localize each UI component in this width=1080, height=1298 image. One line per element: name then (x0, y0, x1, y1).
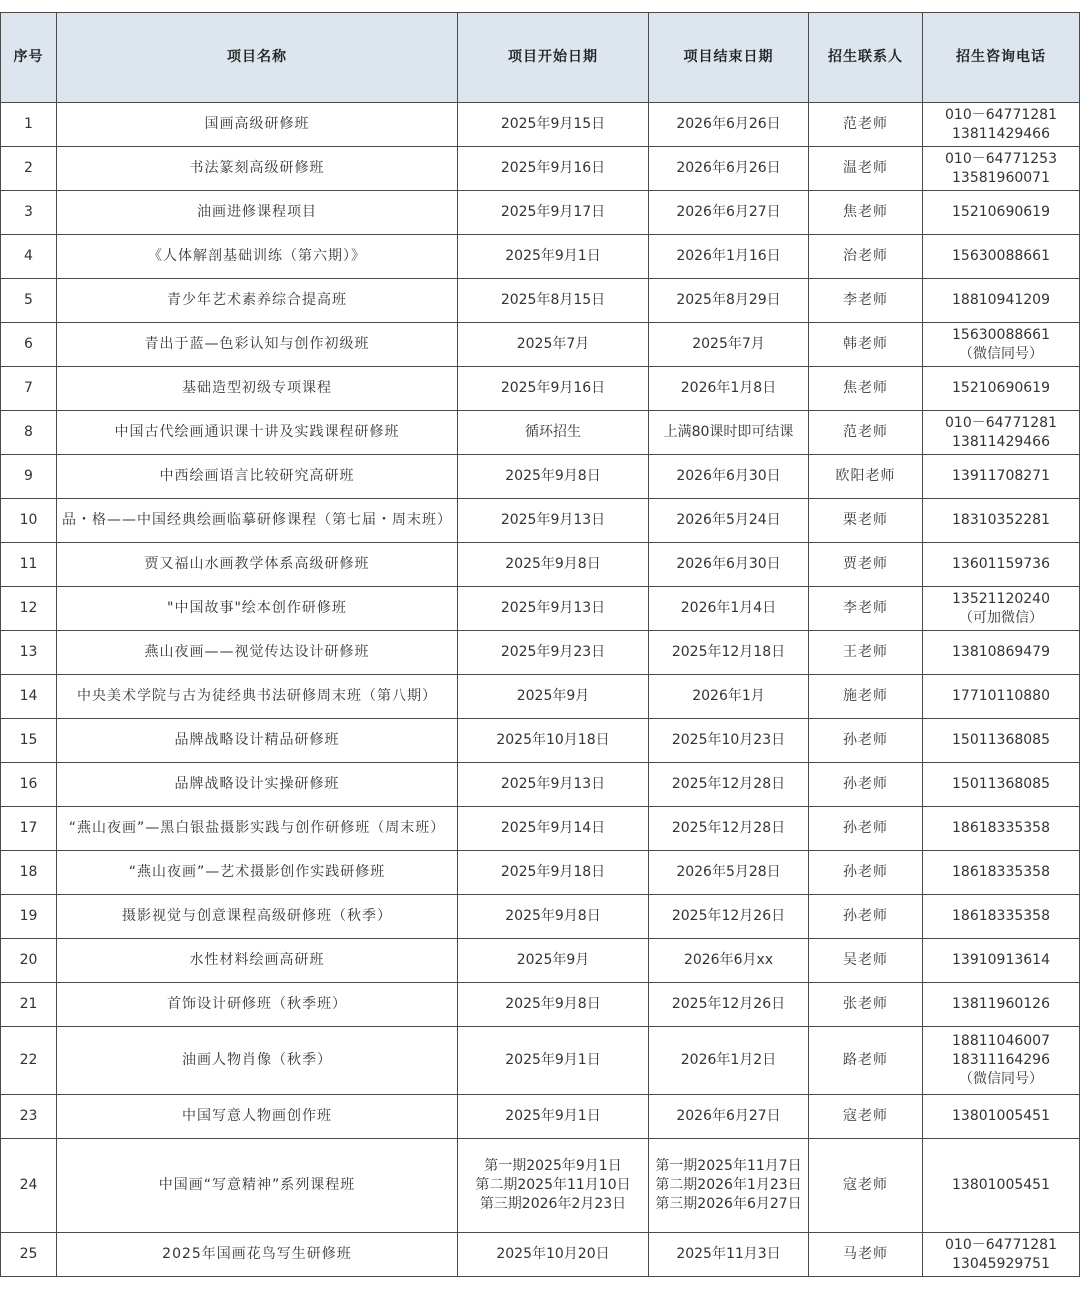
row-name: "中国故事"绘本创作研修班 (57, 587, 458, 631)
row-start-date-line: 2025年9月14日 (500, 820, 606, 836)
row-end-date-line: 2026年6月27日 (676, 1108, 781, 1124)
row-phone-line: 18618335358 (952, 908, 1050, 924)
row-end-date (649, 543, 809, 587)
row-end-date (649, 191, 809, 235)
row-end-date-line: 2025年12月28日 (671, 820, 786, 836)
row-end-date-line: 2026年5月28日 (676, 864, 781, 880)
row-phone-line: 18810941209 (952, 292, 1050, 308)
row-phone-line: 13801005451 (952, 1177, 1050, 1193)
table-row (1, 455, 1080, 499)
row-end-date-line: 2026年1月 (692, 688, 765, 704)
row-end-date-line: 2025年12月26日 (671, 996, 786, 1012)
row-name: 中国画“写意精神”系列课程班 (57, 1139, 458, 1233)
row-phone (923, 191, 1080, 235)
row-contact: 李老师 (809, 587, 923, 631)
course-table (0, 12, 1080, 1277)
row-end-date-line: 2026年6月26日 (676, 160, 781, 176)
row-phone (923, 719, 1080, 763)
row-phone (923, 543, 1080, 587)
row-phone-line: 15011368085 (952, 732, 1050, 748)
table-header (1, 13, 1080, 103)
table-row (1, 1233, 1080, 1277)
row-start-date (458, 191, 649, 235)
row-contact: 孙老师 (809, 851, 923, 895)
row-contact: 治老师 (809, 235, 923, 279)
row-start-date (458, 895, 649, 939)
table-row (1, 323, 1080, 367)
row-start-date-line: 2025年9月8日 (505, 996, 601, 1012)
row-end-date-line: 2025年8月29日 (676, 292, 781, 308)
row-phone-line: 13801005451 (952, 1108, 1050, 1124)
row-no: 9 (1, 455, 57, 499)
table-row (1, 1139, 1080, 1233)
row-contact: 张老师 (809, 983, 923, 1027)
row-no: 17 (1, 807, 57, 851)
row-end-date-line: 第一期2025年11月7日 (655, 1158, 802, 1174)
row-end-date-line: 2025年12月28日 (671, 776, 786, 792)
row-phone-line: 13521120240 (952, 590, 1050, 607)
row-no: 8 (1, 411, 57, 455)
row-start-date-line: 2025年9月8日 (505, 556, 601, 572)
row-no: 4 (1, 235, 57, 279)
row-end-date-line: 2025年12月18日 (671, 644, 786, 660)
row-end-date-line: 2025年11月3日 (676, 1246, 781, 1262)
row-contact: 寇老师 (809, 1139, 923, 1233)
row-contact: 韩老师 (809, 323, 923, 367)
table-row (1, 983, 1080, 1027)
row-phone-line: 18618335358 (952, 864, 1050, 880)
row-phone (923, 851, 1080, 895)
row-phone (923, 455, 1080, 499)
row-start-date-line: 2025年10月20日 (496, 1246, 610, 1262)
header-start-date: 项目开始日期 (458, 13, 649, 103)
row-phone (923, 147, 1080, 191)
row-phone-line: 18811046007 (952, 1033, 1050, 1049)
row-start-date-line: 2025年9月 (516, 688, 590, 704)
row-end-date-line: 2026年6月30日 (676, 556, 781, 572)
row-contact: 寇老师 (809, 1095, 923, 1139)
table-row (1, 851, 1080, 895)
row-start-date-line: 2025年9月13日 (500, 512, 606, 528)
row-phone-line: 15210690619 (952, 204, 1050, 220)
row-start-date-line: 2025年9月8日 (505, 468, 601, 484)
row-contact: 马老师 (809, 1233, 923, 1277)
row-phone-line: 010－64771253 (945, 150, 1057, 167)
table-row (1, 103, 1080, 147)
row-no: 1 (1, 103, 57, 147)
row-contact: 路老师 (809, 1027, 923, 1095)
table-row (1, 1027, 1080, 1095)
row-phone-line: 17710110880 (952, 688, 1050, 704)
row-phone-line: 13581960071 (952, 169, 1050, 186)
row-end-date (649, 367, 809, 411)
row-phone (923, 763, 1080, 807)
row-phone (923, 323, 1080, 367)
row-end-date (649, 807, 809, 851)
row-name: 品・格——中国经典绘画临摹研修课程（第七届・周末班） (57, 499, 458, 543)
row-phone-line: （微信同号） (959, 1071, 1043, 1087)
row-no: 14 (1, 675, 57, 719)
row-start-date-line: 2025年9月23日 (500, 644, 606, 660)
row-start-date (458, 411, 649, 455)
header-contact: 招生联系人 (809, 13, 923, 103)
row-end-date (649, 939, 809, 983)
row-start-date (458, 543, 649, 587)
row-phone (923, 1027, 1080, 1095)
row-start-date-line: 2025年9月16日 (500, 160, 606, 176)
row-phone-line: 18310352281 (952, 512, 1050, 528)
row-end-date-line: 2026年1月2日 (680, 1052, 777, 1068)
row-end-date-line: 2026年5月24日 (676, 512, 781, 528)
row-end-date-line: 2025年12月26日 (671, 908, 786, 924)
row-no: 18 (1, 851, 57, 895)
row-end-date (649, 851, 809, 895)
header-name: 项目名称 (57, 13, 458, 103)
row-start-date-line: 2025年8月15日 (500, 292, 606, 308)
row-start-date (458, 763, 649, 807)
row-end-date (649, 763, 809, 807)
row-name: 青出于蓝—色彩认知与创作初级班 (57, 323, 458, 367)
table-row (1, 147, 1080, 191)
row-end-date (649, 1139, 809, 1233)
row-contact: 施老师 (809, 675, 923, 719)
row-end-date-line: 2026年1月8日 (680, 380, 777, 396)
table-row (1, 939, 1080, 983)
row-end-date (649, 411, 809, 455)
row-no: 10 (1, 499, 57, 543)
row-phone (923, 675, 1080, 719)
row-start-date (458, 807, 649, 851)
row-name: 首饰设计研修班（秋季班） (57, 983, 458, 1027)
row-no: 12 (1, 587, 57, 631)
row-start-date (458, 1233, 649, 1277)
row-phone-line: 15210690619 (952, 380, 1050, 396)
row-start-date (458, 1139, 649, 1233)
row-start-date-line: 第二期2025年11月10日 (475, 1177, 631, 1193)
row-contact: 吴老师 (809, 939, 923, 983)
row-contact: 焦老师 (809, 191, 923, 235)
table-row (1, 543, 1080, 587)
row-start-date-line: 第三期2026年2月23日 (479, 1196, 627, 1212)
row-contact: 范老师 (809, 103, 923, 147)
row-start-date-line: 2025年9月17日 (500, 204, 606, 220)
row-start-date-line: 2025年7月 (516, 336, 590, 352)
table-row (1, 631, 1080, 675)
row-contact: 贾老师 (809, 543, 923, 587)
row-contact: 栗老师 (809, 499, 923, 543)
row-phone (923, 1139, 1080, 1233)
row-end-date (649, 279, 809, 323)
row-end-date (649, 323, 809, 367)
row-end-date (649, 895, 809, 939)
row-no: 3 (1, 191, 57, 235)
row-start-date-line: 2025年9月1日 (505, 1052, 601, 1068)
row-start-date-line: 循环招生 (525, 424, 581, 440)
row-start-date-line: 第一期2025年9月1日 (484, 1158, 622, 1174)
row-end-date-line: 2026年6月30日 (676, 468, 781, 484)
row-contact: 李老师 (809, 279, 923, 323)
row-end-date-line: 2025年7月 (692, 336, 765, 352)
row-no: 25 (1, 1233, 57, 1277)
row-phone-line: 13811429466 (952, 433, 1050, 450)
row-end-date (649, 983, 809, 1027)
row-phone-line: 13045929751 (952, 1255, 1050, 1272)
row-start-date (458, 147, 649, 191)
row-name: 燕山夜画——视觉传达设计研修班 (57, 631, 458, 675)
row-start-date-line: 2025年9月16日 (500, 380, 606, 396)
row-name: 中国古代绘画通识课十讲及实践课程研修班 (57, 411, 458, 455)
row-start-date (458, 587, 649, 631)
row-end-date (649, 103, 809, 147)
row-start-date-line: 2025年9月13日 (500, 600, 606, 616)
row-phone-line: 15630088661 (952, 248, 1050, 264)
row-phone (923, 367, 1080, 411)
row-name: 油画进修课程项目 (57, 191, 458, 235)
row-phone-line: 010－64771281 (945, 106, 1057, 123)
row-phone (923, 1095, 1080, 1139)
row-name: 中央美术学院与古为徒经典书法研修周末班（第八期） (57, 675, 458, 719)
row-start-date-line: 2025年9月1日 (505, 248, 601, 264)
row-phone-line: 15630088661 (952, 326, 1050, 343)
row-contact: 焦老师 (809, 367, 923, 411)
table-row (1, 191, 1080, 235)
row-name: 品牌战略设计精品研修班 (57, 719, 458, 763)
row-phone-line: （可加微信） (959, 609, 1043, 626)
table-body (1, 103, 1080, 1277)
table-row (1, 411, 1080, 455)
row-phone-line: 13811429466 (952, 125, 1050, 142)
table-row (1, 499, 1080, 543)
table-row (1, 279, 1080, 323)
row-phone (923, 807, 1080, 851)
table-row (1, 807, 1080, 851)
row-name: 中国写意人物画创作班 (57, 1095, 458, 1139)
row-no: 21 (1, 983, 57, 1027)
row-no: 24 (1, 1139, 57, 1233)
row-start-date-line: 2025年9月 (516, 952, 590, 968)
row-phone (923, 939, 1080, 983)
row-name: 2025年国画花鸟写生研修班 (57, 1233, 458, 1277)
row-end-date (649, 587, 809, 631)
row-end-date-line: 第三期2026年6月27日 (655, 1196, 802, 1212)
row-no: 2 (1, 147, 57, 191)
row-contact: 孙老师 (809, 807, 923, 851)
row-contact: 欧阳老师 (809, 455, 923, 499)
row-name: “燕山夜画”—黑白银盐摄影实践与创作研修班（周末班） (57, 807, 458, 851)
row-start-date (458, 279, 649, 323)
row-name: 摄影视觉与创意课程高级研修班（秋季） (57, 895, 458, 939)
row-end-date (649, 1095, 809, 1139)
row-end-date-line: 2026年6月xx (683, 952, 774, 968)
row-end-date (649, 235, 809, 279)
row-start-date-line: 2025年10月18日 (496, 732, 610, 748)
row-start-date (458, 367, 649, 411)
row-start-date (458, 455, 649, 499)
row-no: 5 (1, 279, 57, 323)
row-name: 水性材料绘画高研班 (57, 939, 458, 983)
row-end-date-line: 2026年6月26日 (676, 116, 781, 132)
row-start-date (458, 983, 649, 1027)
row-start-date (458, 323, 649, 367)
row-no: 16 (1, 763, 57, 807)
row-start-date-line: 2025年9月18日 (500, 864, 606, 880)
row-no: 15 (1, 719, 57, 763)
table-row (1, 587, 1080, 631)
row-end-date-line: 2026年6月27日 (676, 204, 781, 220)
table-row (1, 367, 1080, 411)
row-no: 19 (1, 895, 57, 939)
row-start-date (458, 631, 649, 675)
row-start-date (458, 1095, 649, 1139)
header-phone: 招生咨询电话 (923, 13, 1080, 103)
row-start-date (458, 719, 649, 763)
table-row (1, 235, 1080, 279)
row-end-date-line: 2025年10月23日 (671, 732, 786, 748)
table-row (1, 719, 1080, 763)
row-end-date-line: 2026年1月4日 (680, 600, 777, 616)
row-no: 20 (1, 939, 57, 983)
row-name: 书法篆刻高级研修班 (57, 147, 458, 191)
row-name: 青少年艺术素养综合提高班 (57, 279, 458, 323)
row-name: 国画高级研修班 (57, 103, 458, 147)
row-end-date (649, 455, 809, 499)
row-end-date (649, 631, 809, 675)
header-row (1, 13, 1080, 103)
row-end-date (649, 147, 809, 191)
row-end-date (649, 675, 809, 719)
row-start-date (458, 235, 649, 279)
row-phone-line: 010－64771281 (945, 414, 1057, 431)
row-start-date-line: 2025年9月1日 (505, 1108, 601, 1124)
row-phone (923, 983, 1080, 1027)
row-no: 13 (1, 631, 57, 675)
table-row (1, 1095, 1080, 1139)
row-phone-line: 010－64771281 (945, 1236, 1057, 1253)
row-end-date-line: 2026年1月16日 (676, 248, 781, 264)
row-phone (923, 895, 1080, 939)
row-contact: 孙老师 (809, 763, 923, 807)
row-phone (923, 631, 1080, 675)
row-end-date (649, 719, 809, 763)
row-no: 11 (1, 543, 57, 587)
header-end-date: 项目结束日期 (649, 13, 809, 103)
row-name: 品牌战略设计实操研修班 (57, 763, 458, 807)
row-phone (923, 235, 1080, 279)
row-phone (923, 499, 1080, 543)
row-phone-line: 13911708271 (952, 468, 1050, 484)
row-contact: 范老师 (809, 411, 923, 455)
row-start-date (458, 103, 649, 147)
row-phone (923, 1233, 1080, 1277)
row-start-date (458, 1027, 649, 1095)
row-start-date (458, 851, 649, 895)
row-start-date (458, 499, 649, 543)
row-phone (923, 103, 1080, 147)
row-end-date (649, 1233, 809, 1277)
row-contact: 温老师 (809, 147, 923, 191)
row-contact: 孙老师 (809, 895, 923, 939)
row-contact: 王老师 (809, 631, 923, 675)
row-no: 22 (1, 1027, 57, 1095)
row-start-date-line: 2025年9月13日 (500, 776, 606, 792)
row-name: 中西绘画语言比较研究高研班 (57, 455, 458, 499)
table-row (1, 763, 1080, 807)
row-contact: 孙老师 (809, 719, 923, 763)
row-phone-line: 15011368085 (952, 776, 1050, 792)
row-start-date-line: 2025年9月15日 (500, 116, 606, 132)
row-end-date (649, 1027, 809, 1095)
row-phone-line: 13910913614 (952, 952, 1050, 968)
row-end-date (649, 499, 809, 543)
row-phone-line: （微信同号） (959, 345, 1043, 362)
row-start-date (458, 675, 649, 719)
row-name: 贾又福山水画教学体系高级研修班 (57, 543, 458, 587)
row-phone-line: 18311164296 (952, 1052, 1050, 1068)
table-row (1, 675, 1080, 719)
row-phone-line: 13601159736 (952, 556, 1050, 572)
row-start-date-line: 2025年9月8日 (505, 908, 601, 924)
row-start-date (458, 939, 649, 983)
row-name: 基础造型初级专项课程 (57, 367, 458, 411)
row-phone (923, 279, 1080, 323)
row-name: “燕山夜画”—艺术摄影创作实践研修班 (57, 851, 458, 895)
row-name: 《人体解剖基础训练（第六期）》 (57, 235, 458, 279)
row-end-date-line: 上满80课时即可结课 (663, 424, 794, 440)
header-no: 序号 (1, 13, 57, 103)
row-name: 油画人物肖像（秋季） (57, 1027, 458, 1095)
row-no: 23 (1, 1095, 57, 1139)
row-phone (923, 411, 1080, 455)
row-phone-line: 18618335358 (952, 820, 1050, 836)
row-no: 6 (1, 323, 57, 367)
row-no: 7 (1, 367, 57, 411)
table-row (1, 895, 1080, 939)
row-phone (923, 587, 1080, 631)
row-phone-line: 13810869479 (952, 644, 1050, 660)
row-end-date-line: 第二期2026年1月23日 (655, 1177, 802, 1193)
row-phone-line: 13811960126 (952, 996, 1050, 1012)
